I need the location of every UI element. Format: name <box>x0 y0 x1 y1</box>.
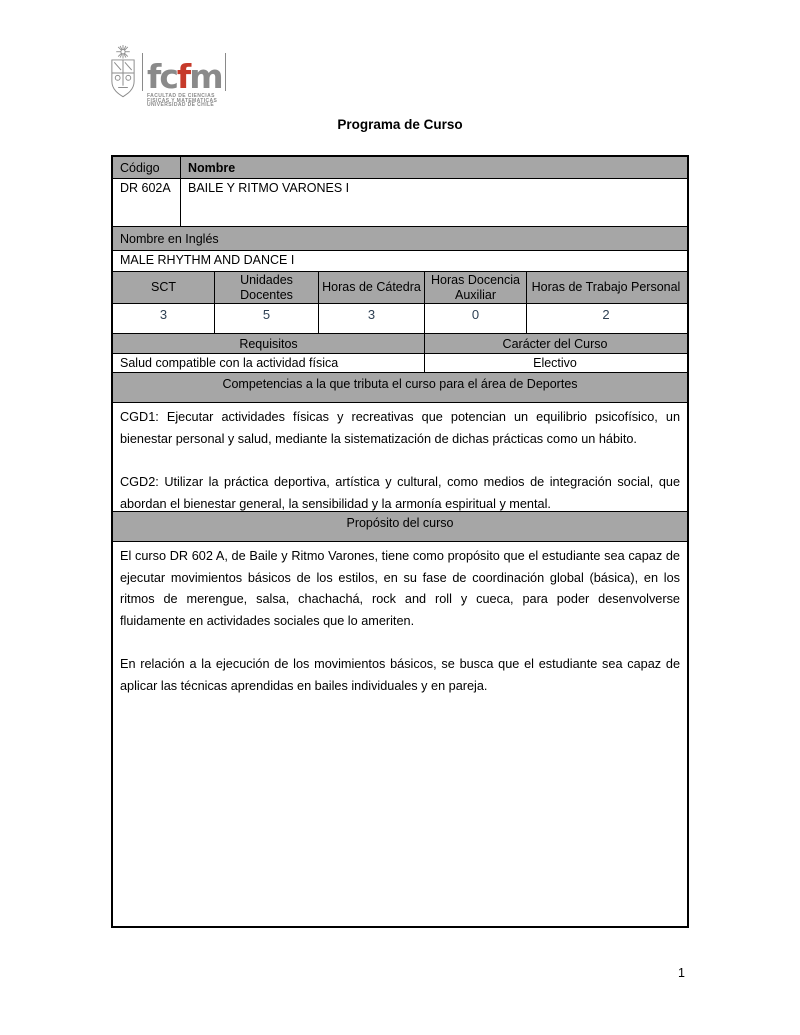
competencias-header-row <box>113 373 687 403</box>
requisitos-value-row <box>113 354 687 373</box>
competencias-header: Competencias a la que tributa el curso para el área de Deportes <box>222 377 578 391</box>
sct-value: 3 <box>113 304 215 333</box>
codigo-header: Código <box>113 157 181 178</box>
nombre-ingles-value: MALE RHYTHM AND DANCE I <box>120 253 295 267</box>
university-shield-icon <box>108 44 138 102</box>
horas-trabajo-personal-header: Horas de Trabajo Personal <box>531 280 681 294</box>
course-program-table <box>111 155 689 928</box>
proposito-body-row <box>113 542 687 926</box>
horas-docencia-auxiliar-value: 0 <box>425 304 527 333</box>
english-name-value-row <box>113 251 687 272</box>
horas-docencia-auxiliar-header: Horas Docencia Auxiliar <box>425 272 527 303</box>
horas-catedra-header: Horas de Cátedra <box>319 272 425 303</box>
codigo-value: DR 602A <box>113 179 181 226</box>
fcfm-logo <box>108 44 226 108</box>
proposito-paragraph-1: El curso DR 602 A, de Baile y Ritmo Varones, tiene como propósito que el estudiante sea capaz de ejecutar movimientos básicos de los estilos, en su fase de coordinación global (básica), en los ritmos de merengue, salsa, chachachá, rock and roll y cueca, para poder desenvolverse fluidamente en actividades sociales que lo ameriten. <box>120 549 680 628</box>
requisitos-header: Requisitos <box>113 334 425 353</box>
credit-header-row <box>113 272 687 304</box>
nombre-ingles-header: Nombre en Inglés <box>120 231 219 246</box>
requisitos-header-row <box>113 334 687 354</box>
cgd1-paragraph: CGD1: Ejecutar actividades físicas y recreativas que potencian un equilibrio psicofísico, un bienestar personal y salud, mediante la sistematización de dichas prácticas como un hábito. <box>120 410 680 446</box>
competencias-text <box>113 403 687 511</box>
code-name-header-row <box>113 157 687 179</box>
code-name-value-row <box>113 179 687 227</box>
caracter-value: Electivo <box>533 356 577 370</box>
fcfm-red-letter: f <box>176 57 190 96</box>
proposito-text <box>113 542 687 926</box>
page-number: 1 <box>678 966 685 980</box>
nombre-value: BAILE Y RITMO VARONES I <box>188 181 350 195</box>
proposito-header-row <box>113 512 687 542</box>
cgd2-paragraph: CGD2: Utilizar la práctica deportiva, artística y cultural, como medios de integración social, que abordan el bienestar general, la sensibilidad y la armonía espiritual y mental. <box>120 475 680 511</box>
caracter-header: Carácter del Curso <box>502 336 608 351</box>
document-title: Programa de Curso <box>337 117 463 132</box>
credit-value-row <box>113 304 687 334</box>
proposito-paragraph-2: En relación a la ejecución de los movimientos básicos, se busca que el estudiante sea capaz de aplicar las técnicas aprendidas en bailes individuales y en pareja. <box>120 657 680 693</box>
horas-trabajo-personal-value: 2 <box>602 307 610 322</box>
english-name-header-row <box>113 227 687 251</box>
faculty-name: FACULTAD DE CIENCIAS FISICAS Y MATEMATICAS UNIVERSIDAD DE CHILE <box>147 93 218 109</box>
proposito-header: Propósito del curso <box>346 516 454 530</box>
unidades-docentes-value: 5 <box>215 304 319 333</box>
requisitos-value: Salud compatible con la actividad física <box>113 354 425 372</box>
nombre-header: Nombre <box>188 160 236 175</box>
fcfm-acronym: fcfm <box>142 53 226 91</box>
sct-header: SCT <box>113 272 215 303</box>
unidades-docentes-header: Unidades Docentes <box>215 272 319 303</box>
horas-catedra-value: 3 <box>319 304 425 333</box>
competencias-body-row <box>113 403 687 512</box>
